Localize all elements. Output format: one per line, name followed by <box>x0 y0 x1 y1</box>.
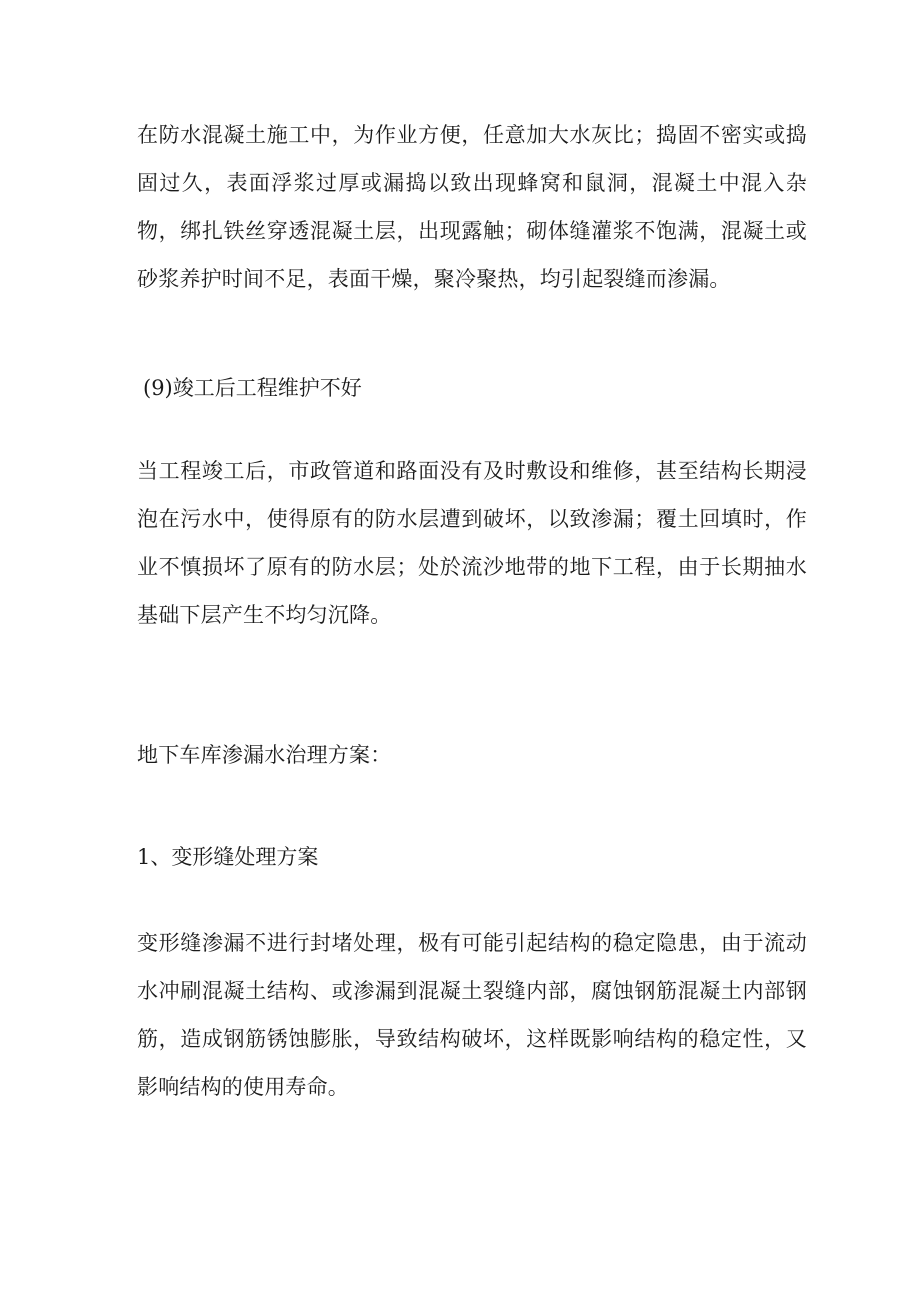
heading-deformation-joint: 1、变形缝处理方案 <box>137 845 319 869</box>
paragraph-deformation-joint: 变形缝渗漏不进行封堵处理，极有可能引起结构的稳定隐患，由于流动水冲刷混凝土结构、或渗漏到混凝土裂缝内部，腐蚀钢筋混凝土内部钢筋，造成钢筋锈蚀膨胀，导致结构破坏，这样既影响结构的稳定性，又影响结构的使用寿命。 <box>137 931 807 1099</box>
paragraph-construction-causes: 在防水混凝土施工中，为作业方便，任意加大水灰比；捣固不密实或捣固过久，表面浮浆过厚或漏捣以致出现蜂窝和鼠洞，混凝土中混入杂物，绑扎铁丝穿透混凝土层，出现露触；砌体缝灌浆不饱满，混凝土或砂浆养护时间不足，表面干燥，聚冷聚热，均引起裂缝而渗漏。 <box>137 123 807 291</box>
section-title-treatment-plan: 地下车库渗漏水治理方案： <box>137 743 392 767</box>
paragraph-maintenance-causes: 当工程竣工后，市政管道和路面没有及时敷设和维修，甚至结构长期浸泡在污水中，使得原有的防水层遭到破坏，以致渗漏；覆土回填时，作业不慎损坏了原有的防水层；处於流沙地带的地下工程，由于长期抽水基础下层产生不均匀沉降。 <box>137 459 807 627</box>
heading-maintenance: (9)竣工后工程维护不好 <box>143 376 362 400</box>
